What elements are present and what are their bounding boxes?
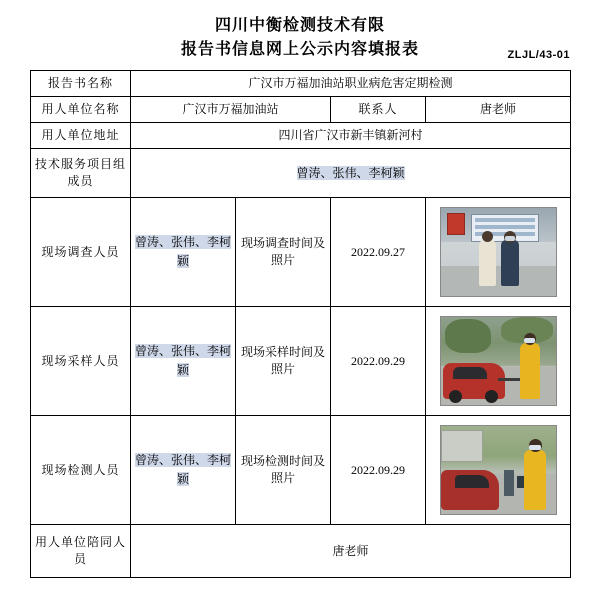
photo-car-wheel-rear — [485, 390, 498, 403]
row-label-sampling-staff: 现场采样人员 — [31, 307, 131, 416]
row-value-report-name: 广汉市万福加油站职业病危害定期检测 — [131, 71, 571, 97]
table-row-sampling — [31, 307, 571, 416]
row-value-survey-photo — [426, 198, 571, 307]
row-label-employer-name: 用人单位名称 — [31, 97, 131, 123]
row-value-sampling-date: 2022.09.29 — [331, 307, 426, 416]
row-label-project-members: 技术服务项目组成员 — [31, 149, 131, 198]
document-header — [30, 14, 570, 62]
row-value-survey-members — [131, 198, 236, 307]
table-row-employer-address — [31, 123, 571, 149]
row-value-sampling-members — [131, 307, 236, 416]
row-label-accompanying-staff: 用人单位陪同人员 — [31, 525, 131, 578]
photo-tree-left — [445, 319, 491, 353]
photo-person-left — [479, 240, 496, 286]
document-code: ZLJL/43-01 — [507, 49, 570, 61]
photo-red-sign — [447, 213, 465, 235]
sampling-members-highlight: 曾涛、张伟、李柯颖 — [134, 344, 231, 377]
row-value-accompanying-staff: 唐老师 — [131, 525, 571, 578]
public-disclosure-form — [30, 70, 571, 578]
photo-car-wheel-front — [449, 390, 462, 403]
table-row-employer-name — [31, 97, 571, 123]
form-title: 报告书信息网上公示内容填报表 — [180, 41, 419, 58]
table-row-project-members — [31, 149, 571, 198]
row-label-employer-address: 用人单位地址 — [31, 123, 131, 149]
photo-person-right — [501, 240, 519, 286]
row-value-sampling-photo — [426, 307, 571, 416]
company-title: 四川中衡检测技术有限 — [214, 17, 385, 34]
photo-red-car — [443, 363, 505, 399]
row-value-project-members — [131, 149, 571, 198]
photo-fuel-pump — [504, 470, 514, 496]
project-members-highlight: 曾涛、张伟、李柯颖 — [296, 165, 405, 180]
survey-members-highlight: 曾涛、张伟、李柯颖 — [134, 235, 231, 268]
survey-photo-indoor — [440, 207, 557, 297]
row-value-survey-date: 2022.09.27 — [331, 198, 426, 307]
row-label-sampling-time-photo: 现场采样时间及照片 — [236, 307, 331, 416]
row-label-survey-time-photo: 现场调查时间及照片 — [236, 198, 331, 307]
row-label-detection-time-photo: 现场检测时间及照片 — [236, 416, 331, 525]
row-value-contact-person: 唐老师 — [426, 97, 571, 123]
row-value-employer-name: 广汉市万福加油站 — [131, 97, 331, 123]
row-label-detection-staff: 现场检测人员 — [31, 416, 131, 525]
detection-photo-pump — [440, 425, 557, 515]
row-value-detection-members — [131, 416, 236, 525]
row-label-contact-person: 联系人 — [331, 97, 426, 123]
photo-red-car — [441, 470, 499, 510]
row-value-employer-address: 四川省广汉市新丰镇新河村 — [131, 123, 571, 149]
photo-worker-yellow — [524, 450, 546, 510]
photo-fuel-hose — [498, 378, 520, 381]
photo-worker-yellow — [520, 343, 540, 399]
row-label-report-name: 报告书名称 — [31, 71, 131, 97]
row-value-detection-photo — [426, 416, 571, 525]
table-row-report-name — [31, 71, 571, 97]
table-row-survey — [31, 198, 571, 307]
photo-building — [441, 430, 483, 462]
table-row-detection — [31, 416, 571, 525]
row-value-detection-date: 2022.09.29 — [331, 416, 426, 525]
table-row-accompanying-staff — [31, 525, 571, 578]
row-label-survey-staff: 现场调查人员 — [31, 198, 131, 307]
sampling-photo-refuelling — [440, 316, 557, 406]
photo-floor — [441, 266, 556, 296]
detection-members-highlight: 曾涛、张伟、李柯颖 — [134, 453, 231, 486]
